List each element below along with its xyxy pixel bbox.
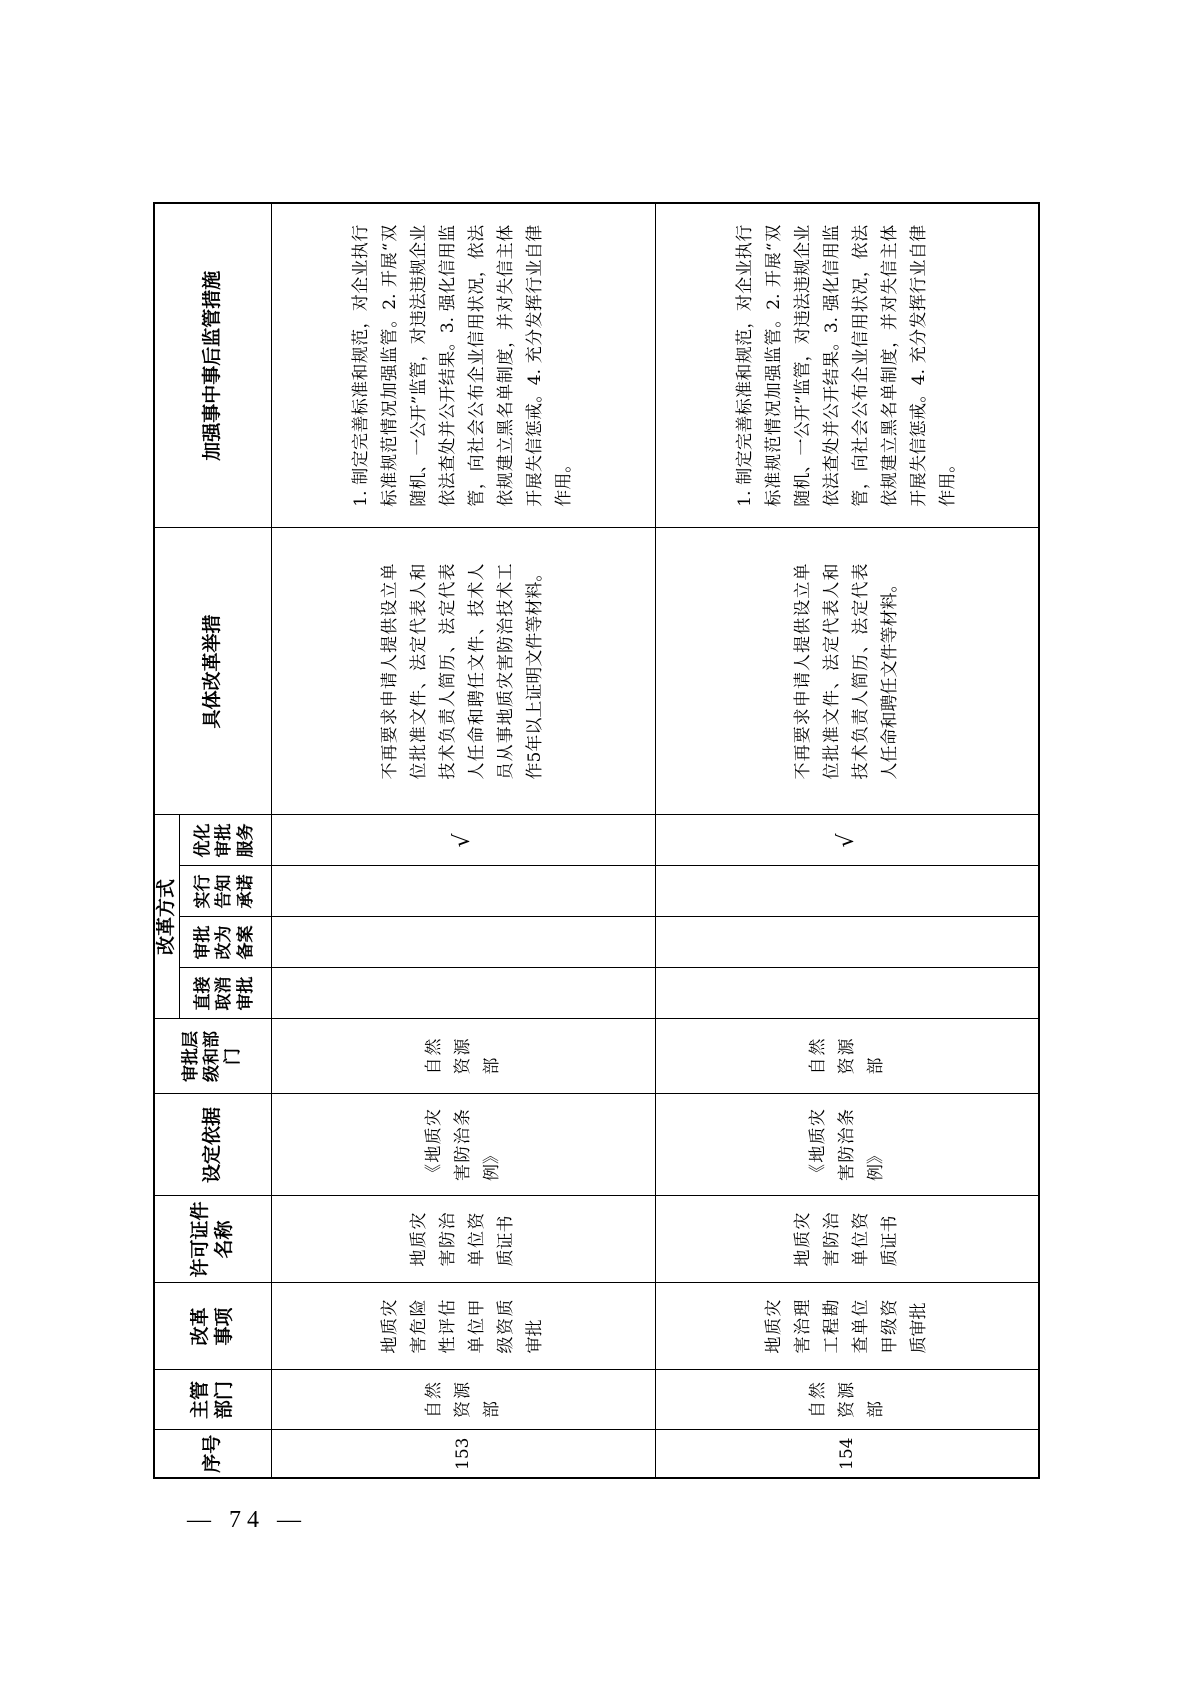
cell-dept: 自然资源部 (655, 1370, 1039, 1430)
header-mode-optimize: 优化审批服务 (179, 815, 271, 866)
header-basis: 设定依据 (154, 1094, 271, 1196)
cell-mode-cancel (655, 968, 1039, 1019)
cell-license: 地质灾害防治单位资质证书 (271, 1196, 655, 1283)
reform-table (153, 202, 1040, 1479)
cell-level: 自然资源部 (271, 1019, 655, 1094)
cell-mode-notify (655, 866, 1039, 917)
header-mode-notify: 实行告知承诺 (179, 866, 271, 917)
header-mode-cancel: 直接取消审批 (179, 968, 271, 1019)
table-row (655, 203, 1039, 1478)
cell-measures: 不再要求申请人提供设立单位批准文件、法定代表人和技术负责人简历、法定代表人任命和聘任文件、技术人员从事地质灾害防治技术工作5年以上证明文件等材料。 (271, 528, 655, 815)
rotated-table-wrapper (153, 204, 1037, 1479)
cell-basis: 《地质灾害防治条例》 (271, 1094, 655, 1196)
cell-level: 自然资源部 (655, 1019, 1039, 1094)
header-reform-mode: 改革方式 (154, 815, 179, 1019)
cell-mode-filing (655, 917, 1039, 968)
cell-mode-filing (271, 917, 655, 968)
header-seq: 序号 (154, 1430, 271, 1478)
cell-mode-optimize (655, 815, 1039, 866)
cell-mode-optimize (271, 815, 655, 866)
header-item: 改革事项 (154, 1283, 271, 1370)
cell-dept: 自然资源部 (271, 1370, 655, 1430)
header-dept: 主管部门 (154, 1370, 271, 1430)
cell-item: 地质灾害治理工程勘查单位甲级资质审批 (655, 1283, 1039, 1370)
cell-item: 地质灾害危险性评估单位甲级资质审批 (271, 1283, 655, 1370)
table-row (271, 203, 655, 1478)
check-mark-icon: √ (449, 833, 475, 848)
page-number: — 74 — (187, 1507, 307, 1533)
cell-supervision: 1. 制定完善标准和规范，对企业执行标准规范情况加强监管。2. 开展“双随机、一公开”监管，对违法违规企业依法查处并公开结果。3. 强化信用监管，向社会公布企业信用状况，依法依规建立黑名单制度，并对失信主体开展失信惩戒。4. 充分发挥行业自律作用。 (655, 203, 1039, 528)
cell-measures: 不再要求申请人提供设立单位批准文件、法定代表人和技术负责人简历、法定代表人任命和聘任文件等材料。 (655, 528, 1039, 815)
cell-seq: 154 (655, 1430, 1039, 1478)
cell-basis: 《地质灾害防治条例》 (655, 1094, 1039, 1196)
cell-seq: 153 (271, 1430, 655, 1478)
header-measures: 具体改革举措 (154, 528, 271, 815)
header-license: 许可证件名称 (154, 1196, 271, 1283)
cell-mode-cancel (271, 968, 655, 1019)
cell-supervision: 1. 制定完善标准和规范，对企业执行标准规范情况加强监管。2. 开展“双随机、一公开”监管，对违法违规企业依法查处并公开结果。3. 强化信用监管，向社会公布企业信用状况，依法依规建立黑名单制度，并对失信主体开展失信惩戒。4. 充分发挥行业自律作用。 (271, 203, 655, 528)
header-supervision: 加强事中事后监管措施 (154, 203, 271, 528)
cell-mode-notify (271, 866, 655, 917)
check-mark-icon: √ (833, 833, 859, 848)
cell-license: 地质灾害防治单位资质证书 (655, 1196, 1039, 1283)
header-level: 审批层级和部门 (154, 1019, 271, 1094)
header-mode-filing: 审批改为备案 (179, 917, 271, 968)
